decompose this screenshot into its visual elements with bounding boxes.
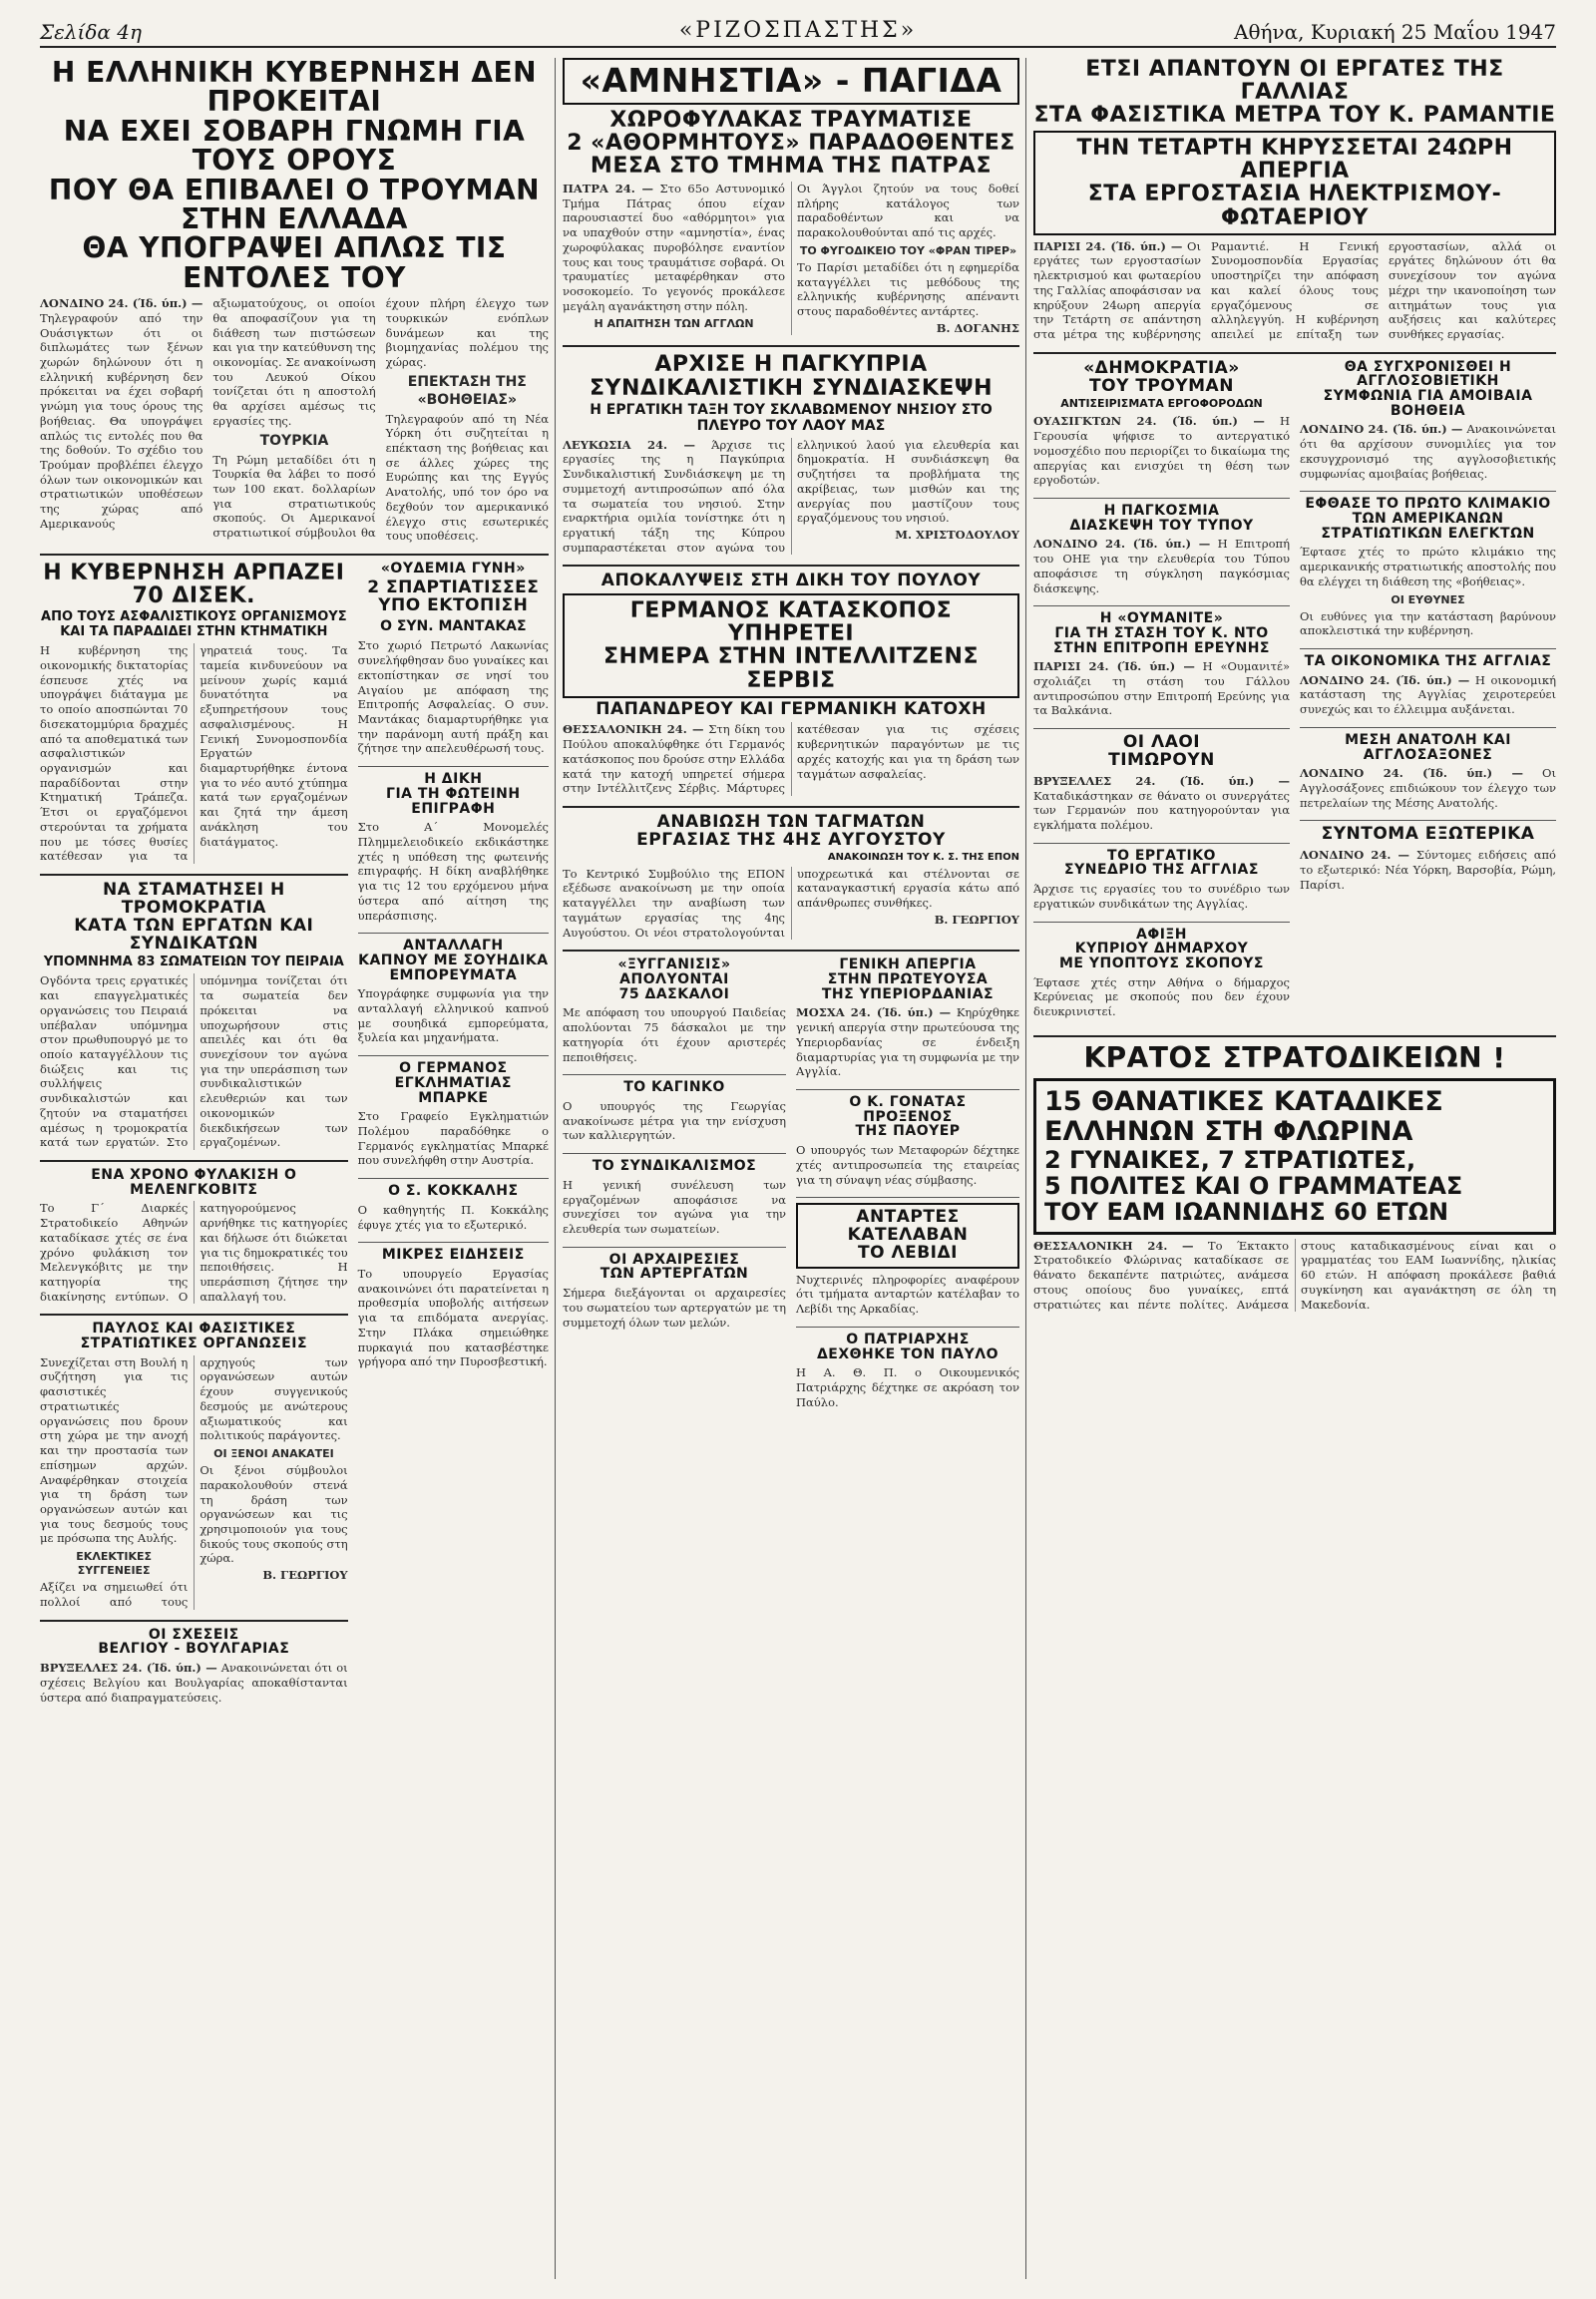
headline: ΑΝΤΑΡΤΕΣ ΚΑΤΕΛΑΒΑΝ ΤΟ ΛΕΒΙΔΙ <box>796 1203 1019 1269</box>
headline: Η ΔΙΚΗ ΓΙΑ ΤΗ ΦΩΤΕΙΝΗ ΕΠΙΓΡΑΦΗ <box>386 771 521 817</box>
col1-split <box>40 562 549 1715</box>
dateline: ΘΕΣΣΑΛΟΝΙΚΗ 24. — <box>563 722 704 737</box>
dateline: ΛΟΝΔΙΝΟ 24. (Ίδ. ύπ.) — <box>1300 422 1463 437</box>
article-oumanite <box>1033 611 1290 718</box>
article-agglosovietiki <box>1300 360 1556 482</box>
divider <box>796 1089 1019 1090</box>
col3-split-a <box>1033 357 1556 1029</box>
article-pagkosmia <box>1033 504 1290 595</box>
article-body: ΠΑΤΡΑ 24. — Στο 65ο Αστυνομικό Τμήμα Πάτρας όπου είχαν παρουσιαστεί δυο «αθόρμητοι» για να υπαχθούν στην «αμνηστία», ένας χωροφύλακας πυροβόλησε εναντίον τους και τους τραυμάτισε σοβαρά. Οι τραυματίες μεταφέρθηκαν στο νοσοκομείο. Το γεγονός προκάλεσε μεγάλη αγανάκτηση στην πόλη. Η ΑΠΑΙΤΗΣΗ ΤΩΝ ΑΓΓΛΩΝ Οι Άγγλοι ζητούν να τους δοθεί πλήρης κατάλογος των παραδοθέντων και να παρακολουθούνται από τις αρχές. ΤΟ ΦΥΓΟΔΙΚΕΙΟ ΤΟΥ «ΦΡΑΝ ΤΙΡΕΡ» Το Παρίσι μεταδίδει ότι η εφημερίδα καταγγέλλει τις μεθόδους της ελληνικής κυβέρνησης απέναντι στους παραδοθέντες αντάρτες. Β. ΔΟΓΑΝΗΣ <box>563 181 1019 335</box>
column-rule <box>555 58 556 2279</box>
article-body: Ο υπουργός των Μεταφορών δέχτηκε χτές αντιπροσωπεία της εταιρείας για τη σύναψη νέας σύμβασης. <box>796 1143 1019 1187</box>
article-body: ΘΕΣΣΑΛΟΝΙΚΗ 24. — Το Έκτακτο Στρατοδικείο Φλώρινας καταδίκασε σε θάνατο δεκαπέντε πατριώτες, ανάμεσα στους οποίους δυο γυναίκες, επτά στρατιώτες και πέντε πολίτες. Ανάμεσα στους καταδικασμένους είναι και ο γραμματέας του ΕΑΜ Ιωαννίδης, ηλικίας 60 ετών. Η απόφαση προκάλεσε βαθιά συγκίνηση και αγανάκτηση σε όλη τη Μακεδονία. <box>1033 1238 1556 1312</box>
dateline: ΛΟΝΔΙΝΟ 24. (Ίδ. ύπ.) — <box>40 296 203 311</box>
headline: ΑΠΟΚΑΛΥΨΕΙΣ ΣΤΗ ΔΙΚΗ ΤΟΥ ΠΟΥΛΟΥ <box>600 571 982 591</box>
subhead: Ο ΣΥΝ. ΜΑΝΤΑΚΑΣ <box>380 618 527 635</box>
subhead: ΑΝΤΙΣΕΙΡΙΣΜΑΤΑ ΕΡΓΟΦΟΡΟΔΩΝ <box>1060 397 1263 411</box>
article-archaiesies <box>563 1253 786 1331</box>
article-body: Στο χωριό Πετρωτό Λακωνίας συνελήφθησαν δυο γυναίκες και εκτοπίστηκαν σε νησί του Αιγαίου με απόφαση της Επιτροπής Ασφαλείας. Ο συν. Μαντάκας διαμαρτυρήθηκε για την παράνομη αυτή πράξη και ζήτησε την απελευθέρωσή τους. <box>357 638 549 756</box>
article-body: ΠΑΡΙΣΙ 24. (Ίδ. ύπ.) — Η «Ουμανιτέ» σχολιάζει τη στάση του Γάλλου αντιπροσώπου στην Επιτροπή Ερεύνης για τα Βαλκάνια. <box>1033 659 1290 718</box>
headline: Η ΚΥΒΕΡΝΗΣΗ ΑΡΠΑΖΕΙ 70 ΔΙΣΕΚ. <box>43 561 345 609</box>
article-gonatas <box>796 1095 1019 1187</box>
subhead: ΟΙ ΕΥΘΥΝΕΣ <box>1391 592 1465 606</box>
dateline: ΠΑΡΙΣΙ 24. (Ίδ. ύπ.) — <box>1033 238 1183 253</box>
divider <box>40 1620 348 1622</box>
headline: Ο ΠΑΤΡΙΑΡΧΗΣ ΔΕΧΘΗΚΕ ΤΟΝ ΠΑΥΛΟ <box>816 1331 999 1362</box>
article-body: Σήμερα διεξάγονται οι αρχαιρεσίες του σωματείου των αρτεργατών με τη συμμετοχή όλων των μελών. <box>563 1286 786 1330</box>
headline: «ΔΗΜΟΚΡΑΤΙΑ» ΤΟΥ ΤΡΟΥΜΑΝ <box>1083 357 1240 396</box>
byline: Β. ΓΕΩΡΓΙΟΥ <box>934 912 1019 927</box>
dateline: ΛΟΝΔΙΝΟ 24. — <box>1300 848 1410 863</box>
dateline: ΟΥΑΣΙΓΚΤΩΝ 24. (Ίδ. ύπ.) — <box>1033 414 1265 429</box>
article-body: ΟΥΑΣΙΓΚΤΩΝ 24. (Ίδ. ύπ.) — Η Γερουσία ψήφισε το αντεργατικό νομοσχέδιο που περιορίζει το δικαίωμα της απεργίας και ενισχύει τη θέση των εργοδοτών. <box>1033 414 1290 488</box>
divider <box>1033 728 1290 729</box>
divider <box>40 554 549 556</box>
article-klimakio <box>1300 497 1556 638</box>
headline: ΟΙ ΣΧΕΣΕΙΣ ΒΕΛΓΙΟΥ - ΒΟΥΛΓΑΡΙΑΣ <box>98 1626 290 1658</box>
divider <box>1033 1035 1556 1037</box>
article-tagmata <box>563 814 1019 940</box>
divider <box>40 874 348 876</box>
article-body: Με απόφαση του υπουργού Παιδείας απολύονται 75 δάσκαλοι με την κατηγορία ότι έχουν αριστερές πεποιθήσεις. <box>563 1005 786 1064</box>
divider <box>358 933 549 934</box>
column-right <box>1033 58 1556 2279</box>
subhead: ΧΩΡΟΦΥΛΑΚΑΣ ΤΡΑΥΜΑΤΙΣΕ 2 «ΑΘΟΡΜΗΤΟΥΣ» ΠΑΡΑΔΟΘΕΝΤΕΣ ΜΕΣΑ ΣΤΟ ΤΜΗΜΑ ΤΗΣ ΠΑΤΡΑΣ <box>567 107 1015 179</box>
headline: ΓΕΝΙΚΗ ΑΠΕΡΓΙΑ ΣΤΗΝ ΠΡΩΤΕΥΟΥΣΑ ΤΗΣ ΥΠΕΡΙΟΡΔΑΝΙΑΣ <box>821 957 995 1002</box>
divider <box>1033 605 1290 606</box>
subhead: ΟΙ ΞΕΝΟΙ ΑΝΑΚΑΤΕΙ <box>213 1447 334 1461</box>
headline: «ΑΜΝΗΣΤΙΑ» - ΠΑΓΙΔΑ <box>563 58 1019 105</box>
byline: Μ. ΧΡΙΣΤΟΔΟΥΛΟΥ <box>895 527 1019 542</box>
headline-line: 15 ΘΑΝΑΤΙΚΕΣ ΚΑΤΑΔΙΚΕΣ <box>1044 1086 1443 1118</box>
byline: Β. ΔΟΓΑΝΗΣ <box>936 320 1019 335</box>
article-kalinko <box>563 1080 786 1143</box>
divider <box>563 806 1019 808</box>
paper-name: «ΡΙΖΟΣΠΑΣΤΗΣ» <box>678 18 918 43</box>
headline: Ο Κ. ΓΟΝΑΤΑΣ ΠΡΟΞΕΝΟΣ ΤΗΣ ΠΑΟΥΕΡ <box>849 1094 967 1140</box>
headline: Ο ΓΕΡΜΑΝΟΣ ΕΓΚΛΗΜΑΤΙΑΣ ΜΠΑΡΚΕ <box>394 1060 512 1106</box>
article-body: Ο καθηγητής Π. Κοκκάλης έφυγε χτές για το εξωτερικό. <box>357 1202 549 1232</box>
article-patriarchis <box>796 1333 1019 1410</box>
article-apergia <box>796 958 1019 1079</box>
divider <box>358 1055 549 1056</box>
page-number: Σελίδα 4η <box>40 20 143 44</box>
headline: ΑΝΤΑΛΛΑΓΗ ΚΑΠΝΟΥ ΜΕ ΣΟΥΗΔΙΚΑ ΕΜΠΟΡΕΥΜΑΤΑ <box>358 938 549 983</box>
article-meleng <box>40 1168 348 1304</box>
dateline: ΛΟΝΔΙΝΟ 24. (Ίδ. ύπ.) — <box>1300 766 1523 781</box>
article-body: Το Γ΄ Διαρκές Στρατοδικείο Αθηνών καταδίκασε χτές σε ένα χρόνο φυλάκιση τον Μελενγκόβιτς με την κατηγορία της διακίνησης εντύπων. Ο κατηγορούμενος αρνήθηκε τις κατηγορίες και δήλωσε ότι διώκεται για τις δημοκρατικές του πεποιθήσεις. Η υπεράσπιση ζήτησε την απαλλαγή του. <box>40 1201 348 1304</box>
divider <box>358 766 549 767</box>
headline: Η ΠΑΓΚΟΣΜΙΑ ΔΙΑΣΚΕΨΗ ΤΟΥ ΤΥΠΟΥ <box>1069 502 1254 534</box>
article-body: Η γενική συνέλευση των εργαζομένων αποφάσισε να συνεχίσει τον αγώνα για την ελευθερία των σωματείων. <box>563 1177 786 1236</box>
dateline: ΒΡΥΞΕΛΛΕΣ 24. (Ίδ. ύπ.) — <box>1033 773 1290 788</box>
divider <box>40 1314 348 1316</box>
article-syntoma <box>1300 826 1556 892</box>
headline: ΤΟ ΚΑΓΙΝΚΟ <box>623 1079 725 1096</box>
col2-left-stack <box>563 958 786 1419</box>
headline: ΑΝΑΒΙΩΣΗ ΤΩΝ ΤΑΓΜΑΤΩΝ ΕΡΓΑΣΙΑΣ ΤΗΣ 4ΗΣ ΑΥΓΟΥΣΤΟΥ <box>636 812 946 850</box>
divider <box>563 1247 786 1248</box>
subhead: ΥΠΟΜΝΗΜΑ 83 ΣΩΜΑΤΕΙΩΝ ΤΟΥ ΠΕΙΡΑΙΑ <box>43 955 344 970</box>
article-body: ΒΡΥΞΕΛΛΕΣ 24. (Ίδ. ύπ.) — Ανακοινώνεται ότι οι σχέσεις Βελγίου και Βουλγαρίας αποκαθίστανται ύστερα από διαπραγματεύσεις. <box>40 1661 348 1705</box>
article-body: Στο Α΄ Μονομελές Πλημμελειοδικείο εκδικάστηκε χτές η υπόθεση της φωτεινής επιγραφής. Η δίκη αναβλήθηκε για τις 12 του ερχόμενου μήνα ύστερα από αίτηση της υπεράσπισης. <box>357 820 549 923</box>
article-body: ΛΟΝΔΙΝΟ 24. (Ίδ. ύπ.) — Η οικονομική κατάσταση της Αγγλίας χειροτερεύει συνεχώς και το έλλειμμα αυξάνεται. <box>1300 672 1556 717</box>
article-syndikalismos <box>563 1159 786 1237</box>
headline: «ΞΥΓΓΑΝΙΣΙΣ» ΑΠΟΛΥΟΝΤΑΙ 75 ΔΑΣΚΑΛΟΙ <box>617 957 731 1002</box>
dateline: ΜΟΣΧΑ 24. (Ίδ. ύπ.) — <box>796 1005 952 1020</box>
article-body: ΛΟΝΔΙΝΟ 24. (Ίδ. ύπ.) — Ανακοινώνεται ότι θα αρχίσουν συνομιλίες για τον εκσυγχρονισμό της αγγλοσοβιετικής συμφωνίας αμοιβαίας βοήθειας. <box>1300 422 1556 481</box>
article-body: ΜΟΣΧΑ 24. (Ίδ. ύπ.) — Κηρύχθηκε γενική απεργία στην πρωτεύουσα της Υπεριορδανίας σε ένδειξη διαμαρτυρίας για τη συμφωνία με την Αγγλία. <box>796 1005 1019 1079</box>
article-body: ΛΕΥΚΩΣΙΑ 24. — Άρχισε τις εργασίες της η Παγκύπρια Συνδικαλιστική Συνδιάσκεψη με τη συμμετοχή αντιπροσώπων από όλα τα σωματεία του νησιού. Στην εναρκτήρια ομιλία τονίστηκε ότι η εργατική τάξη της Κύπρου συμπαραστέκεται στον αγώνα του ελληνικού λαού για ελευθερία και δημοκρατία. Η συνδιάσκεψη θα συζητήσει τα προβλήματα της ακρίβειας, των μισθών και της ανεργίας που μαστίζουν τους εργαζόμενους του νησιού. Μ. ΧΡΙΣΤΟΔΟΥΛΟΥ <box>563 437 1019 555</box>
subhead: ΤΟ ΦΥΓΟΔΙΚΕΙΟ ΤΟΥ «ΦΡΑΝ ΤΙΡΕΡ» <box>799 243 1017 257</box>
column-rule <box>1025 58 1026 2279</box>
subhead: Η ΑΠΑΙΤΗΣΗ ΤΩΝ ΑΓΓΛΩΝ <box>594 317 754 331</box>
article-apokalypseis <box>563 573 1019 796</box>
col2-split <box>563 958 1019 1419</box>
article-body: Ο υπουργός της Γεωργίας ανακοίνωσε μέτρα για την ενίσχυση των καλλιεργητών. <box>563 1098 786 1143</box>
article-tromokratia <box>40 879 348 1150</box>
divider <box>796 1327 1019 1328</box>
subhead: ΕΠΕΚΤΑΣΗ ΤΗΣ «ΒΟΗΘΕΙΑΣ» <box>407 373 527 408</box>
article-body: Το Κεντρικό Συμβούλιο της ΕΠΟΝ εξέδωσε ανακοίνωση με την οποία καταγγέλλει την αναβίωση των ταγμάτων εργασίας της 4ης Αυγούστου. Οι νέοι στρατολογούνται υποχρεωτικά και στέλνονται σε καταναγκαστική εργασία κάτω από απάνθρωπες συνθήκες. Β. ΓΕΩΡΓΙΟΥ <box>563 866 1019 940</box>
article-laoi <box>1033 734 1290 833</box>
article-body: Έφτασε χτές το πρώτο κλιμάκιο της αμερικανικής στρατιωτικής αποστολής που θα ελέγχει τη διάθεση της «βοήθειας». ΟΙ ΕΥΘΥΝΕΣ Οι ευθύνες για την κατάσταση βαρύνουν αποκλειστικά την κυβέρνηση. <box>1300 545 1556 638</box>
headline: ΠΑΥΛΟΣ ΚΑΙ ΦΑΣΙΣΤΙΚΕΣ ΣΤΡΑΤΙΩΤΙΚΕΣ ΟΡΓΑΝΩΣΕΙΣ <box>80 1321 308 1352</box>
subhead: ΓΕΡΜΑΝΟΣ ΚΑΤΑΣΚΟΠΟΣ ΥΠΗΡΕΤΕΙ ΣΗΜΕΡΑ ΣΤΗΝ ΙΝΤΕΛΛΙΤΖΕΝΣ ΣΕΡΒΙΣ <box>563 593 1019 697</box>
subhead: ΑΠΟ ΤΟΥΣ ΑΣΦΑΛΙΣΤΙΚΟΥΣ ΟΡΓΑΝΙΣΜΟΥΣ ΚΑΙ ΤΑ ΠΑΡΑΔΙΔΕΙ ΣΤΗΝ ΚΤΗΜΑΤΙΚΗ <box>41 609 347 640</box>
headline: ΜΙΚΡΕΣ ΕΙΔΗΣΕΙΣ <box>381 1247 525 1264</box>
article-oudemia <box>358 562 549 756</box>
headline: ΚΡΑΤΟΣ ΣΤΡΑΤΟΔΙΚΕΙΩΝ ! <box>1083 1040 1506 1074</box>
headline: ΘΑ ΣΥΓΧΡΟΝΙΣΘΕΙ Η ΑΓΓΛΟΣΟΒΙΕΤΙΚΗ ΣΥΜΦΩΝΙΑ ΓΙΑ ΑΜΟΙΒΑΙΑ ΒΟΗΘΕΙΑ <box>1323 358 1533 419</box>
article-kyvernisi <box>40 562 348 864</box>
article-body: Συνεχίζεται στη Βουλή η συζήτηση για τις φασιστικές στρατιωτικές οργανώσεις που δρουν στη χώρα με την ανοχή και την προστασία των επίσημων αρχών. Αναφέρθηκαν στοιχεία για τη δράση των οργανώσεων αυτών και για τους δεσμούς τους με πρόσωπα της Αυλής. ΕΚΛΕΚΤΙΚΕΣ ΣΥΓΓΕΝΕΙΕΣ Αξίζει να σημειωθεί ότι πολλοί από τους αρχηγούς των οργανώσεων αυτών έχουν συγγενικούς δεσμούς με ανώτερους αξιωματικούς και πολιτικούς παράγοντες. ΟΙ ΞΕΝΟΙ ΑΝΑΚΑΤΕΙ Οι ξένοι σύμβουλοι παρακολουθούν στενά τη δράση των οργανώσεων και τις χρησιμοποιούν για τους δικούς τους σκοπούς στη χώρα. Β. ΓΕΩΡΓΙΟΥ <box>40 1354 348 1609</box>
dateline: ΠΑΡΙΣΙ 24. (Ίδ. ύπ.) — <box>1033 659 1195 674</box>
headline: ΤΑ ΟΙΚΟΝΟΜΙΚΑ ΤΗΣ ΑΓΓΛΙΑΣ <box>1304 653 1552 670</box>
article-body: Η κυβέρνηση της οικονομικής δικτατορίας έσπευσε χτές να υπογράψει διάταγμα με το οποίο αποσπώνται 70 δισεκατομμύρια δραχμές από τα αποθεματικά των ασφαλιστικών οργανισμών και παραδίδονται στην Κτηματική Τράπεζα. Έτσι οι εργαζόμενοι στερούνται τα χρήματα που με τόσες θυσίες κατέθεσαν για τα γηρατειά τους. Τα ταμεία κινδυνεύουν να μείνουν χωρίς καμιά δυνατότητα να εξυπηρετήσουν τους ασφαλισμένους. Η Γενική Συνομοσπονδία Εργατών διαμαρτυρήθηκε έντονα για το νέο αυτό χτύπημα κατά των εργαζομένων και ζητά την άμεση ανάκληση του διατάγματος. <box>40 643 348 864</box>
col3-right-stack <box>1300 360 1556 1029</box>
article-diki <box>358 772 549 923</box>
headline-line: 2 ΓΥΝΑΙΚΕΣ, 7 ΣΤΡΑΤΙΩΤΕΣ, <box>1044 1145 1416 1174</box>
dateline: ΛΕΥΚΩΣΙΑ 24. — <box>563 437 696 452</box>
headline: ΟΙ ΛΑΟΙ ΤΙΜΩΡΟΥΝ <box>1108 732 1215 770</box>
headline-line: 5 ΠΟΛΙΤΕΣ ΚΑΙ Ο ΓΡΑΜΜΑΤΕΑΣ <box>1044 1171 1463 1200</box>
divider <box>1300 820 1556 821</box>
subhead: ΠΑΠΑΝΔΡΕΟΥ ΚΑΙ ΓΕΡΜΑΝΙΚΗ ΚΑΤΟΧΗ <box>596 698 987 719</box>
subhead: ΤΗΝ ΤΕΤΑΡΤΗ ΚΗΡΥΣΣΕΤΑΙ 24ΩΡΗ ΑΠΕΡΓΙΑ ΣΤΑ ΕΡΓΟΣΤΑΣΙΑ ΗΛΕΚΤΡΙΣΜΟΥ-ΦΩΤΑΕΡΙΟΥ <box>1033 131 1556 234</box>
article-body: ΠΑΡΙΣΙ 24. (Ίδ. ύπ.) — Οι εργάτες των εργοστασίων ηλεκτρισμού και φωταερίου της Γαλλίας αποφάσισαν να κηρύξουν 24ωρη απεργία την Τετάρτη σε απάντηση στα μέτρα της κυβέρνησης Ραμαντιέ. Η Γενική Συνομοσπονδία Εργασίας υποστηρίζει την απόφαση και καλεί όλους τους εργαζόμενους σε αλληλεγγύη. Η κυβέρνηση απειλεί με επίταξη των εργοστασίων, αλλά οι εργάτες δηλώνουν ότι θα συνεχίσουν τον αγώνα μέχρι την ικανοποίηση των αιτημάτων τους για αυξήσεις και καλύτερες συνθήκες εργασίας. <box>1033 238 1556 341</box>
dateline: ΠΑΤΡΑ 24. — <box>563 181 654 195</box>
divider <box>563 950 1019 952</box>
article-sygganisis <box>563 958 786 1064</box>
article-dimokratia <box>1033 357 1290 488</box>
article-kokkalis <box>358 1184 549 1232</box>
divider <box>1300 491 1556 492</box>
article-body: Υπογράφηκε συμφωνία για την ανταλλαγή ελληνικού καπνού με σουηδικά εμπορεύματα, ξυλεία και μηχανήματα. <box>357 986 549 1045</box>
article-body: ΛΟΝΔΙΝΟ 24. — Σύντομες ειδήσεις από το εξωτερικό: Νέα Υόρκη, Βαρσοβία, Ρώμη, Παρίσι. <box>1300 848 1556 892</box>
article-synedrio <box>1033 849 1290 912</box>
headline: Ο Σ. ΚΟΚΚΑΛΗΣ <box>388 1183 519 1200</box>
divider <box>1300 727 1556 728</box>
article-antartes <box>796 1203 1019 1317</box>
headline-line: ΤΟΥ ΕΑΜ ΙΩΑΝΝΙΔΗΣ 60 ΕΤΩΝ <box>1044 1198 1449 1227</box>
article-gallia <box>1033 58 1556 342</box>
subhead: Η ΕΡΓΑΤΙΚΗ ΤΑΞΗ ΤΟΥ ΣΚΛΑΒΩΜΕΝΟΥ ΝΗΣΙΟΥ ΣΤΟ ΠΛΕΥΡΟ ΤΟΥ ΛΑΟΥ ΜΑΣ <box>590 401 993 434</box>
headline-box <box>1033 1078 1556 1235</box>
article-body: Ογδόντα τρεις εργατικές και επαγγελματικές οργανώσεις του Πειραιά υπέβαλαν υπόμνημα στον πρωθυπουργό με το οποίο καταγγέλλουν τις διώξεις και τις συλλήψεις συνδικαλιστών και ζητούν να σταματήσει αμέσως η τρομοκρατία κατά των εργατών. Στο υπόμνημα τονίζεται ότι τα σωματεία δεν πρόκειται να υποχωρήσουν στις απειλές και ότι θα συνεχίσουν τον αγώνα για την υπεράσπιση των συνδικαλιστικών ελευθεριών και των οικονομικών διεκδικήσεων των εργαζομένων. <box>40 973 348 1150</box>
article-oikonomika <box>1300 654 1556 717</box>
divider <box>563 1074 786 1075</box>
article-antallagi <box>358 939 549 1045</box>
headline: «ΟΥΔΕΜΙΑ ΓΥΝΗ» <box>380 561 526 576</box>
article-stratodikeion <box>1033 1040 1556 1313</box>
article-body: Το υπουργείο Εργασίας ανακοινώνει ότι παρατείνεται η προθεσμία υποβολής αιτήσεων για τα επιδόματα ανεργίας. Στην Πλάκα σημειώθηκε πυρκαγιά που κατασβέστηκε γρήγορα από την Πυροσβεστική. <box>357 1266 549 1369</box>
article-body: Άρχισε τις εργασίες του το συνέδριο των εργατικών συνδικάτων της Αγγλίας. <box>1033 882 1290 911</box>
headline: Η «ΟΥΜΑΝΙΤΕ» ΓΙΑ ΤΗ ΣΤΑΣΗ ΤΟΥ Κ. ΝΤΟ ΣΤΗΝ ΕΠΙΤΡΟΠΗ ΕΡΕΥΝΗΣ <box>1053 610 1270 656</box>
article-body: Έφτασε χτές στην Αθήνα ο δήμαρχος Κερύνειας με σκοπούς που δεν έχουν διευκρινιστεί. <box>1033 974 1290 1019</box>
col3-left-stack <box>1033 357 1291 1029</box>
article-body: ΛΟΝΔΙΝΟ 24. (Ίδ. ύπ.) — Τηλεγραφούν από την Ουάσιγκτων ότι οι διπλωμάτες των ξένων χωρών δηλώνουν ότι η ελληνική κυβέρνηση δεν πρόκειται να έχει σοβαρή γνώμη για τους όρους της βοήθειας. Θα υπογράψει απλώς τις εντολές που θα της δοθούν. Το σχέδιο του Τρούμαν προβλέπει έλεγχο όλων των οικονομικών και στρατιωτικών υποθέσεων της χώρας από Αμερικανούς αξιωματούχους, οι οποίοι θα αποφασίζουν για τη διάθεση των πιστώσεων και για την κατεύθυνση της οικονομίας. Σε ανακοίνωση του Λευκού Οίκου τονίζεται ότι η αποστολή θα αρχίσει αμέσως τις εργασίες της. ΤΟΥΡΚΙΑ Τη Ρώμη μεταδίδει ότι η Τουρκία θα λάβει το ποσό των 100 εκατ. δολλαρίων για στρατιωτικούς σκοπούς. Οι Αμερικανοί στρατιωτικοί σύμβουλοι θα έχουν πλήρη έλεγχο των τουρκικών ενόπλων δυνάμεων και της βιομηχανίας πολέμου της χώρας. ΕΠΕΚΤΑΣΗ ΤΗΣ «ΒΟΗΘΕΙΑΣ» Τηλεγραφούν από τη Νέα Υόρκη ότι συζητείται η επέκταση της βοήθειας και σε άλλες χώρες της Ευρώπης και της Εγγύς Ανατολής, υπό τον όρο να δεχθούν τον αμερικανικό έλεγχο στις εσωτερικές τους υποθέσεις. <box>40 296 549 544</box>
subhead: 2 ΣΠΑΡΤΙΑΤΙΣΣΕΣ ΥΠΟ ΕΚΤΟΠΙΣΗ <box>367 576 540 615</box>
headline: ΕΦΘΑΣΕ ΤΟ ΠΡΩΤΟ ΚΛΙΜΑΚΙΟ ΤΩΝ ΑΜΕΡΙΚΑΝΩΝ ΣΤΡΑΤΙΩΤΙΚΩΝ ΕΛΕΓΚΤΩΝ <box>1305 496 1551 542</box>
article-body: Νυχτερινές πληροφορίες αναφέρουν ότι τμήματα ανταρτών κατέλαβαν το Λεβίδι της Αρκαδίας. <box>796 1272 1019 1317</box>
divider <box>796 1197 1019 1198</box>
headline-line: ΕΛΛΗΝΩΝ ΣΤΗ ΦΛΩΡΙΝΑ <box>1044 1115 1413 1147</box>
article-pagkyprios <box>563 353 1019 555</box>
headline: ΣΥΝΤΟΜΑ ΕΞΩΤΕΡΙΚΑ <box>1321 824 1535 845</box>
divider <box>563 1153 786 1154</box>
divider <box>1033 352 1556 354</box>
column-middle <box>563 58 1019 2279</box>
divider <box>40 1160 348 1162</box>
col1-left-stack <box>40 562 348 1715</box>
divider <box>1033 922 1290 923</box>
article-germanos <box>358 1061 549 1168</box>
article-body: ΒΡΥΞΕΛΛΕΣ 24. (Ίδ. ύπ.) — Καταδικάστηκαν σε θάνατο οι συνεργάτες των Γερμανών που κατηγορούνταν για εγκλήματα πολέμου. <box>1033 773 1290 832</box>
dateline: ΛΟΝΔΙΝΟ 24. (Ίδ. ύπ.) — <box>1033 537 1211 552</box>
dateline: ΛΟΝΔΙΝΟ 24. (Ίδ. ύπ.) — <box>1300 672 1470 687</box>
headline: ΑΡΧΙΣΕ Η ΠΑΓΚΥΠΡΙΑ ΣΥΝΔΙΚΑΛΙΣΤΙΚΗ ΣΥΝΔΙΑΣΚΕΨΗ <box>589 352 994 401</box>
headline: ΕΝΑ ΧΡΟΝΟ ΦΥΛΑΚΙΣΗ Ο ΜΕΛΕΝΓΚΟΒΙΤΣ <box>91 1166 297 1198</box>
kicker: ΑΝΑΚΟΙΝΩΣΗ ΤΟΥ Κ. Σ. ΤΗΣ ΕΠΟΝ <box>827 851 1019 863</box>
article-body: ΛΟΝΔΙΝΟ 24. (Ίδ. ύπ.) — Οι Αγγλοσάξονες επιδιώκουν τον έλεγχο των πετρελαίων της Μέσης Ανατολής. <box>1300 766 1556 810</box>
headline: ΟΙ ΑΡΧΑΙΡΕΣΙΕΣ ΤΩΝ ΑΡΤΕΡΓΑΤΩΝ <box>599 1251 749 1283</box>
divider <box>563 565 1019 567</box>
divider <box>1300 648 1556 649</box>
byline: Β. ΓΕΩΡΓΙΟΥ <box>262 1568 348 1583</box>
headline: Η ΕΛΛΗΝΙΚΗ ΚΥΒΕΡΝΗΣΗ ΔΕΝ ΠΡΟΚΕΙΤΑΙ ΝΑ ΕΧΕΙ ΣΟΒΑΡΗ ΓΝΩΜΗ ΓΙΑ ΤΟΥΣ ΟΡΟΥΣ ΠΟΥ ΘΑ ΕΠΙΒΑΛΕΙ Ο ΤΡΟΥΜΑΝ ΣΤΗΝ ΕΛΛΑΔΑ ΘΑ ΥΠΟΓΡΑΨΕΙ ΑΠΛΩΣ ΤΙΣ ΕΝΤΟΛΕΣ ΤΟΥ <box>48 58 541 294</box>
article-amnistia <box>563 58 1019 335</box>
article-body: ΛΟΝΔΙΝΟ 24. (Ίδ. ύπ.) — Η Επιτροπή του ΟΗΕ για την ελευθερία του Τύπου αποφάσισε τη σύγκληση παγκόσμιας διάσκεψης. <box>1033 537 1291 595</box>
article-mikres <box>358 1248 549 1369</box>
subhead: ΤΟΥΡΚΙΑ <box>259 432 329 449</box>
article-lead <box>40 58 549 544</box>
article-pavlos <box>40 1322 348 1609</box>
article-body: Η Α. Θ. Π. ο Οικουμενικός Πατριάρχης δέχτηκε σε ακρόαση τον Παύλο. <box>796 1365 1019 1409</box>
divider <box>358 1242 549 1243</box>
article-body: Στο Γραφείο Εγκληματιών Πολέμου παραδόθηκε ο Γερμανός εγκληματίας Μπαρκέ που συνελήφθη στην Αυστρία. <box>357 1109 549 1168</box>
divider <box>1033 843 1290 844</box>
masthead <box>40 14 1556 48</box>
divider <box>1033 498 1290 499</box>
article-sxeseis <box>40 1628 348 1706</box>
col1-right-stack <box>358 562 549 1715</box>
divider <box>563 345 1019 347</box>
headline: ΑΦΙΞΗ ΚΥΠΡΙΟΥ ΔΗΜΑΡΧΟΥ ΜΕ ΥΠΟΠΤΟΥΣ ΣΚΟΠΟΥΣ <box>1058 926 1264 971</box>
column-left <box>40 58 549 2279</box>
article-afixi <box>1033 928 1290 1019</box>
subhead: ΕΚΛΕΚΤΙΚΕΣ ΣΥΓΓΕΝΕΙΕΣ <box>76 1550 153 1578</box>
headline: ΕΤΣΙ ΑΠΑΝΤΟΥΝ ΟΙ ΕΡΓΑΤΕΣ ΤΗΣ ΓΑΛΛΙΑΣ ΣΤΑ ΦΑΣΙΣΤΙΚΑ ΜΕΤΡΑ ΤΟΥ Κ. ΡΑΜΑΝΤΙΕ <box>1033 58 1556 129</box>
headline: ΝΑ ΣΤΑΜΑΤΗΣΕΙ Η ΤΡΟΜΟΚΡΑΤΙΑ ΚΑΤΑ ΤΩΝ ΕΡΓΑΤΩΝ ΚΑΙ ΣΥΝΔΙΚΑΤΩΝ <box>74 879 314 954</box>
dateline: ΒΡΥΞΕΛΛΕΣ 24. (Ίδ. ύπ.) — <box>40 1661 217 1676</box>
article-mesi-anatoli <box>1300 733 1556 811</box>
dateline: ΘΕΣΣΑΛΟΝΙΚΗ 24. — <box>1033 1238 1194 1253</box>
headline: ΤΟ ΕΡΓΑΤΙΚΟ ΣΥΝΕΔΡΙΟ ΤΗΣ ΑΓΓΛΙΑΣ <box>1064 847 1259 879</box>
col2-right-stack <box>796 958 1019 1419</box>
divider <box>358 1178 549 1179</box>
headline: ΤΟ ΣΥΝΔΙΚΑΛΙΣΜΟΣ <box>592 1158 757 1175</box>
article-body: ΘΕΣΣΑΛΟΝΙΚΗ 24. — Στη δίκη του Πούλου αποκαλύφθηκε ότι Γερμανός κατάσκοπος που δρούσε στην Ελλάδα κατά την κατοχή υπηρετεί σήμερα στην Ιντέλλιτζενς Σέρβις. Μάρτυρες κατέθεσαν για τις σχέσεις κυβερνητικών παραγόντων με τις αρχές κατοχής και για τη δράση των ταγμάτων ασφαλείας. <box>563 722 1019 796</box>
issue-date: Αθήνα, Κυριακή 25 Μαΐου 1947 <box>1234 20 1556 44</box>
headline: ΜΕΣΗ ΑΝΑΤΟΛΗ ΚΑΙ ΑΓΓΛΟΣΑΞΟΝΕΣ <box>1345 731 1511 763</box>
